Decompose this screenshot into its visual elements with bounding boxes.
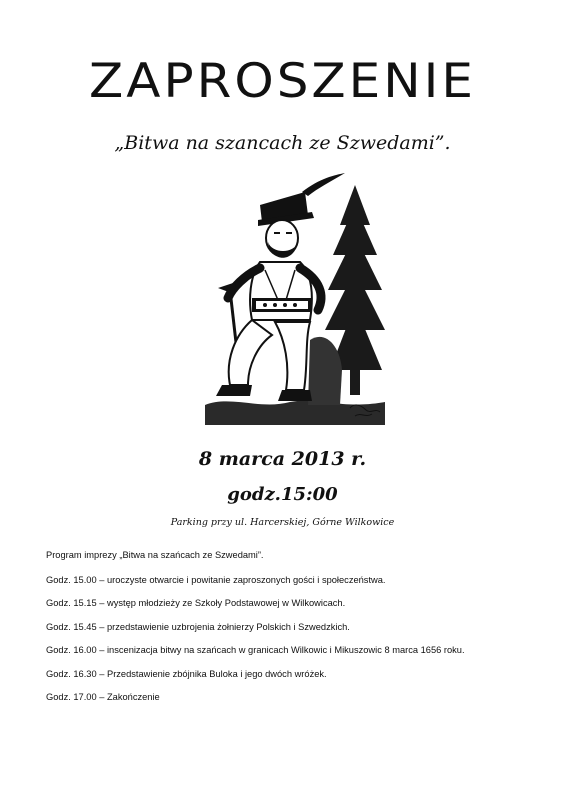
program-item: Godz. 16.00 – inscenizacja bitwy na szańcach w granicach Wilkowic i Mikuszowic 8 marca 1656 roku. xyxy=(46,645,465,656)
program-item: Godz. 15.15 – występ młodzieży ze Szkoły Podstawowej w Wilkowicach. xyxy=(46,598,346,609)
page-title: ZAPROSZENIE xyxy=(88,53,477,109)
program-item: Godz. 15.00 – uroczyste otwarcie i powitanie zaproszonych gości i społeczeństwa. xyxy=(46,575,386,585)
event-date: 8 marca 2013 r. xyxy=(198,448,367,470)
program-item: Godz. 15.45 – przedstawienie uzbrojenia żołnierzy Polskich i Szwedzkich. xyxy=(46,621,350,632)
parking-info: Parking przy ul. Harcerskiej, Górne Wilkowice xyxy=(170,517,395,528)
event-time: godz.15:00 xyxy=(227,484,338,505)
event-subtitle: „Bitwa na szancach ze Szwedami”. xyxy=(114,132,451,154)
program-section xyxy=(46,550,546,715)
seated-highlander-drawing-icon xyxy=(190,170,390,440)
program-item: Godz. 17.00 – Zakończenie xyxy=(46,691,160,702)
program-item: Godz. 16.30 – Przedstawienie zbójnika Buloka i jego dwóch wróżek. xyxy=(46,668,327,679)
program-intro: Program imprezy „Bitwa na szańcach ze Szwedami”. xyxy=(46,550,264,560)
